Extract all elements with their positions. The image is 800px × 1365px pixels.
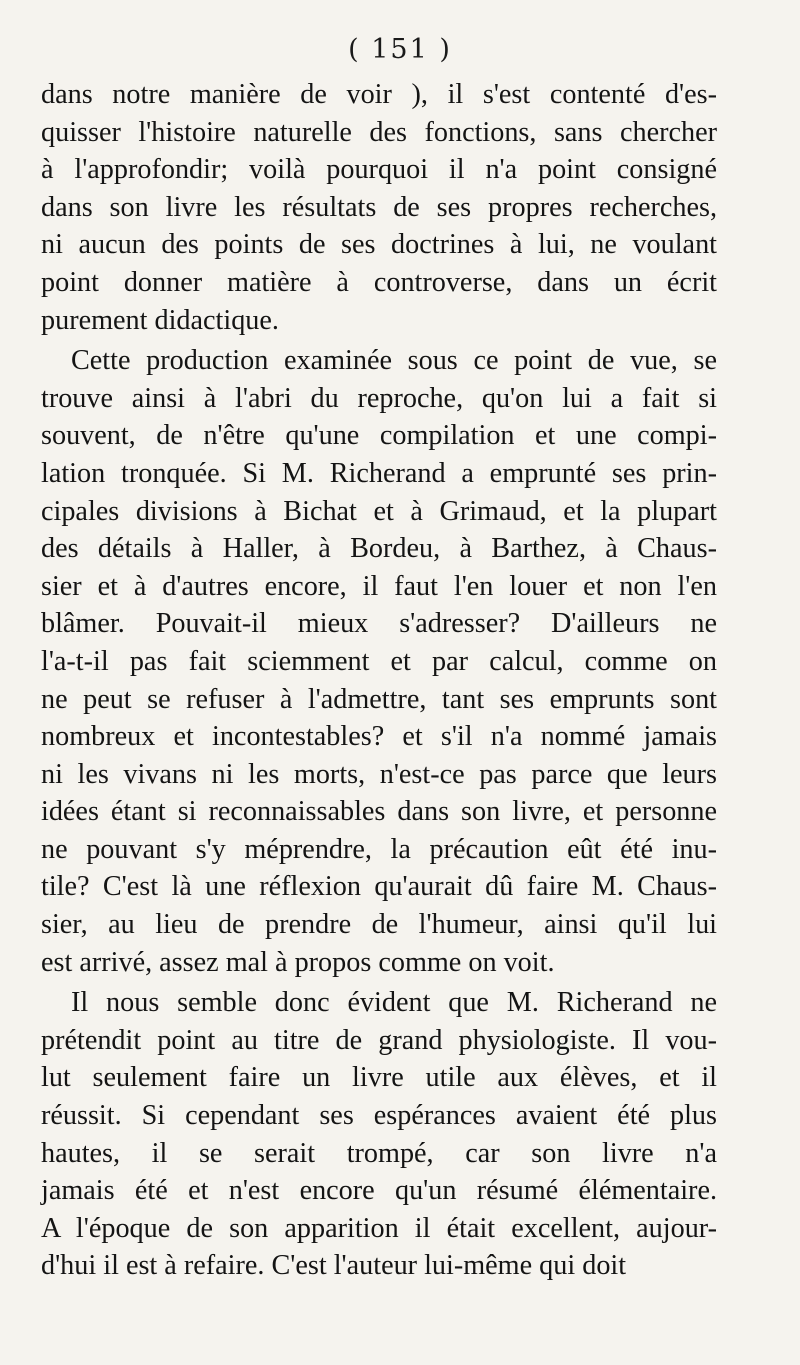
text-line: blâmer. Pouvait-il mieux s'adresser? D'ailleurs ne — [41, 608, 717, 640]
text-line: sier, au lieu de prendre de l'humeur, ainsi qu'il lui — [41, 909, 717, 941]
page-number: ( 151 ) — [348, 34, 452, 65]
body-text — [41, 76, 717, 1285]
text-line: cipales divisions à Bichat et à Grimaud, et la plupart — [41, 495, 717, 527]
text-line: prétendit point au titre de grand physiologiste. Il vou- — [41, 1024, 717, 1056]
text-line: à l'approfondir; voilà pourquoi il n'a point consigné — [41, 154, 717, 186]
text-line: dans son livre les résultats de ses propres recherches, — [41, 191, 717, 223]
paragraph — [41, 342, 717, 981]
text-line: idées étant si reconnaissables dans son livre, et personne — [41, 796, 717, 828]
text-line: ni aucun des points de ses doctrines à lui, ne voulant — [41, 229, 717, 261]
text-line: A l'époque de son apparition il était excellent, aujour- — [41, 1212, 717, 1244]
text-line: hautes, il se serait trompé, car son livre n'a — [41, 1137, 717, 1169]
text-line: Il nous semble donc évident que M. Richerand ne — [71, 987, 717, 1019]
text-line: souvent, de n'être qu'une compilation et une compi- — [41, 420, 717, 452]
text-line: lation tronquée. Si M. Richerand a emprunté ses prin- — [41, 457, 717, 489]
text-line: quisser l'histoire naturelle des fonctions, sans chercher — [41, 116, 717, 148]
text-line: ne pouvant s'y méprendre, la précaution eût été inu- — [41, 833, 717, 865]
text-line: sier et à d'autres encore, il faut l'en louer et non l'en — [41, 570, 717, 602]
text-line: dans notre manière de voir ), il s'est contenté d'es- — [41, 79, 717, 110]
text-line: est arrivé, assez mal à propos comme on voit. — [41, 946, 555, 978]
text-line: réussit. Si cependant ses espérances avaient été plus — [41, 1100, 717, 1132]
text-line: l'a-t-il pas fait sciemment et par calcul, comme on — [41, 645, 717, 677]
text-line: nombreux et incontestables? et s'il n'a nommé jamais — [41, 721, 717, 753]
text-line: lut seulement faire un livre utile aux élèves, et il — [41, 1062, 717, 1094]
text-line: jamais été et n'est encore qu'un résumé élémentaire. — [41, 1175, 717, 1207]
paragraph — [41, 76, 717, 339]
text-line: des détails à Haller, à Bordeu, à Barthez, à Chaus- — [41, 533, 717, 565]
text-line: ne peut se refuser à l'admettre, tant ses emprunts sont — [41, 683, 717, 715]
text-line: tile? C'est là une réflexion qu'aurait dû faire M. Chaus- — [41, 871, 717, 903]
text-line: ni les vivans ni les morts, n'est-ce pas parce que leurs — [41, 758, 717, 790]
text-line: purement didactique. — [41, 304, 279, 336]
text-line: trouve ainsi à l'abri du reproche, qu'on lui a fait si — [41, 382, 717, 414]
text-line: point donner matière à controverse, dans un écrit — [41, 266, 717, 298]
text-line: Cette production examinée sous ce point de vue, se — [71, 345, 717, 377]
paragraph — [41, 984, 717, 1285]
text-line: d'hui il est à refaire. C'est l'auteur lui-même qui doit — [41, 1250, 627, 1282]
